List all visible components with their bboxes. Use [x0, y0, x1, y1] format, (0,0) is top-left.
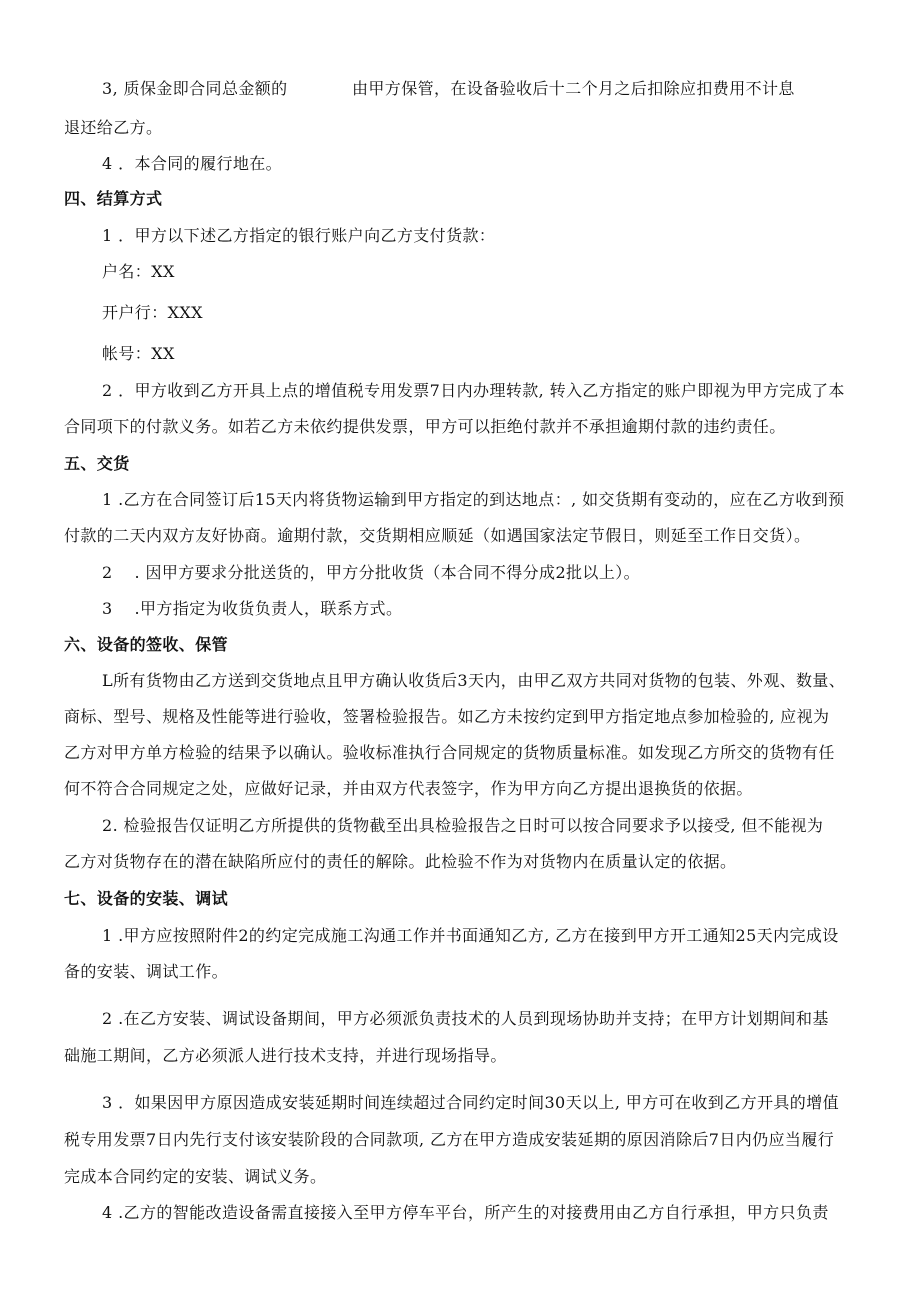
clause-5-2-text: 2 . 因甲方要求分批送货的，甲方分批收货（本合同不得分成2批以上）。 [102, 563, 641, 582]
clause-6-1-line2: 商标、型号、规格及性能等进行验收，签署检验报告。如乙方未按约定到甲方指定地点参加检验的, 应视为 [64, 707, 830, 726]
clause-7-3-line2: 税专用发票7日内先行支付该安装阶段的合同款项, 乙方在甲方造成安装延期的原因消除后7日内仍应当履行 [64, 1130, 835, 1149]
section-5-heading: 五、交货 [64, 454, 130, 473]
clause-7-2-line1: 2 .在乙方安装、调试设备期间，甲方必须派负责技术的人员到现场协助并支持；在甲方计划期间和基 [102, 1009, 829, 1028]
clause-4-2-line1: 2 ．甲方收到乙方开具上点的增值税专用发票7日内办理转款, 转入乙方指定的账户即视为甲方完成了本 [102, 381, 845, 400]
clause-3-3-text-part1: 3, 质保金即合同总金额的 [102, 79, 288, 98]
clause-7-3-line3: 完成本合同约定的安装、调试义务。 [64, 1167, 327, 1186]
bank-name: 开户行：XXX [102, 303, 203, 322]
clause-4-1-text: 1 ．甲方以下述乙方指定的银行账户向乙方支付货款： [102, 226, 496, 245]
clause-3-3-continuation: 退还给乙方。 [64, 118, 163, 137]
clause-6-1-line4: 何不符合合同规定之处，应做好记录，并由双方代表签字，作为甲方向乙方提出退换货的依据。 [64, 779, 753, 798]
clause-7-3-line1: 3 ．如果因甲方原因造成安装延期时间连续超过合同约定时间30天以上, 甲方可在收到乙方开具的增值 [102, 1093, 839, 1112]
account-number: 帐号：XX [102, 344, 175, 363]
clause-6-1-line3: 乙方对甲方单方检验的结果予以确认。验收标准执行合同规定的货物质量标准。如发现乙方所交的货物有任 [64, 743, 835, 762]
section-7-heading: 七、设备的安装、调试 [64, 889, 229, 908]
clause-7-2-line2: 础施工期间，乙方必须派人进行技术支持，并进行现场指导。 [64, 1046, 507, 1065]
clause-5-1-line1: 1 .乙方在合同签订后15天内将货物运输到甲方指定的到达地点：, 如交货期有变动的，应在乙方收到预 [102, 490, 845, 509]
clause-4-2-line2: 合同项下的付款义务。如若乙方未依约提供发票，甲方可以拒绝付款并不承担逾期付款的违约责任。 [64, 417, 786, 436]
clause-7-1-line1: 1 .甲方应按照附件2的约定完成施工沟通工作并书面通知乙方, 乙方在接到甲方开工通知25天内完成设 [102, 926, 839, 945]
clause-7-4-line1: 4 .乙方的智能改造设备需直接接入至甲方停车平台，所产生的对接费用由乙方自行承担，甲方只负责 [102, 1203, 829, 1222]
clause-3-4-text: 4 ．本合同的履行地在。 [102, 154, 283, 173]
section-6-heading: 六、设备的签收、保管 [64, 635, 229, 654]
clause-6-2-line2: 乙方对货物存在的潜在缺陷所应付的责任的解除。此检验不作为对货物内在质量认定的依据。 [64, 852, 737, 871]
clause-6-1-line1: L所有货物由乙方送到交货地点且甲方确认收货后3天内，由甲乙双方共同对货物的包装、外观、数量、 [102, 671, 846, 690]
clause-5-1-line2: 付款的二天内双方友好协商。逾期付款，交货期相应顺延（如遇国家法定节假日，则延至工作日交货）。 [64, 526, 811, 545]
clause-7-1-line2: 备的安装、调试工作。 [64, 962, 229, 981]
clause-5-3-text: 3 .甲方指定为收货负责人，联系方式。 [102, 599, 403, 618]
section-4-heading: 四、结算方式 [64, 189, 163, 208]
account-name: 户名：XX [102, 262, 175, 281]
clause-3-3-text-part2: 由甲方保管，在设备验收后十二个月之后扣除应扣费用不计息 [352, 79, 795, 98]
clause-6-2-line1: 2. 检验报告仅证明乙方所提供的货物截至出具检验报告之日时可以按合同要求予以接受, 但不能视为 [102, 816, 824, 835]
